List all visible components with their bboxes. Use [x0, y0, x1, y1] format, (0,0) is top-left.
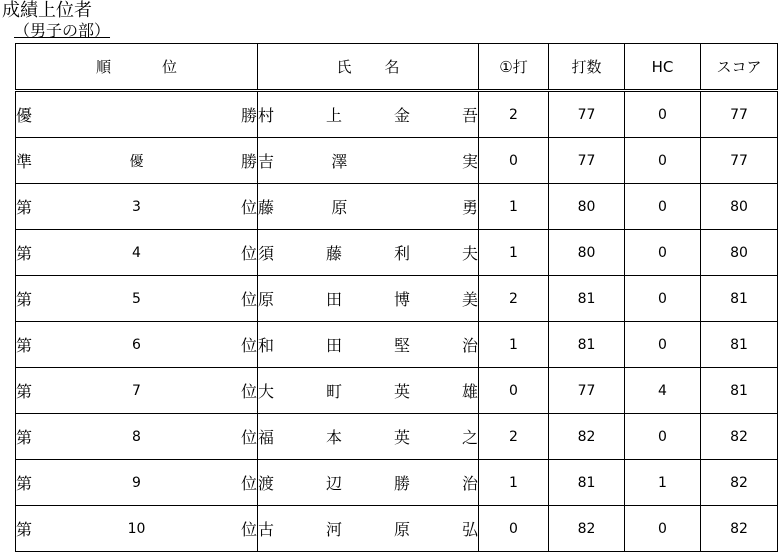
- strokes-cell: 82: [549, 506, 625, 552]
- hc-cell: 0: [625, 322, 701, 368]
- table-row: [16, 91, 778, 138]
- first-hit-cell: 2: [479, 414, 549, 460]
- rank-cell: 準 優 勝: [16, 138, 258, 184]
- table-row: [16, 506, 778, 552]
- name-cell: 和 田 堅 治: [258, 322, 479, 368]
- name-cell: 須 藤 利 夫: [258, 230, 479, 276]
- hc-cell: 0: [625, 230, 701, 276]
- rank-cell: 第 9 位: [16, 460, 258, 506]
- table-row: [16, 230, 778, 276]
- first-hit-cell: 0: [479, 138, 549, 184]
- strokes-cell: 82: [549, 414, 625, 460]
- score-cell: 80: [701, 230, 778, 276]
- score-cell: 81: [701, 322, 778, 368]
- header-name: 氏 名: [258, 44, 479, 91]
- score-cell: 77: [701, 138, 778, 184]
- first-hit-cell: 1: [479, 230, 549, 276]
- first-hit-cell: 1: [479, 322, 549, 368]
- hc-cell: 0: [625, 138, 701, 184]
- score-cell: 77: [701, 91, 778, 138]
- hc-cell: 0: [625, 506, 701, 552]
- name-cell: 大 町 英 雄: [258, 368, 479, 414]
- first-hit-cell: 2: [479, 91, 549, 138]
- hc-cell: 0: [625, 414, 701, 460]
- hc-cell: 0: [625, 91, 701, 138]
- score-cell: 82: [701, 460, 778, 506]
- rank-cell: 第 6 位: [16, 322, 258, 368]
- first-hit-cell: 1: [479, 184, 549, 230]
- table-row: [16, 368, 778, 414]
- header-hc: HC: [625, 44, 701, 91]
- header-rank: 順 位: [16, 44, 258, 91]
- rank-cell: 第 8 位: [16, 414, 258, 460]
- strokes-cell: 77: [549, 91, 625, 138]
- table-row: [16, 414, 778, 460]
- name-cell: 渡 辺 勝 治: [258, 460, 479, 506]
- score-cell: 80: [701, 184, 778, 230]
- name-cell: 藤 原 勇: [258, 184, 479, 230]
- rank-cell: 第 3 位: [16, 184, 258, 230]
- hc-cell: 4: [625, 368, 701, 414]
- score-cell: 81: [701, 368, 778, 414]
- table-row: [16, 322, 778, 368]
- hc-cell: 0: [625, 276, 701, 322]
- table-row: [16, 276, 778, 322]
- rank-cell: 第 4 位: [16, 230, 258, 276]
- header-strokes: 打数: [549, 44, 625, 91]
- rank-cell: 第 5 位: [16, 276, 258, 322]
- first-hit-cell: 2: [479, 276, 549, 322]
- table-row: [16, 460, 778, 506]
- rank-cell: 第 10 位: [16, 506, 258, 552]
- page-subtitle: （男子の部）: [14, 21, 111, 40]
- strokes-cell: 81: [549, 460, 625, 506]
- strokes-cell: 77: [549, 138, 625, 184]
- hc-cell: 1: [625, 460, 701, 506]
- score-cell: 81: [701, 276, 778, 322]
- table-row: [16, 138, 778, 184]
- strokes-cell: 81: [549, 322, 625, 368]
- rank-cell: 第 7 位: [16, 368, 258, 414]
- first-hit-cell: 1: [479, 460, 549, 506]
- strokes-cell: 80: [549, 184, 625, 230]
- score-cell: 82: [701, 506, 778, 552]
- name-cell: 福 本 英 之: [258, 414, 479, 460]
- name-cell: 吉 澤 実: [258, 138, 479, 184]
- header-first-hit: ①打: [479, 44, 549, 91]
- rank-cell: 優 勝: [16, 91, 258, 138]
- strokes-cell: 81: [549, 276, 625, 322]
- header-row: [16, 44, 778, 91]
- name-cell: 古 河 原 弘: [258, 506, 479, 552]
- score-cell: 82: [701, 414, 778, 460]
- hc-cell: 0: [625, 184, 701, 230]
- strokes-cell: 80: [549, 230, 625, 276]
- header-score: スコア: [701, 44, 778, 91]
- name-cell: 村 上 金 吾: [258, 91, 479, 138]
- first-hit-cell: 0: [479, 506, 549, 552]
- first-hit-cell: 0: [479, 368, 549, 414]
- strokes-cell: 77: [549, 368, 625, 414]
- table-row: [16, 184, 778, 230]
- results-table: [15, 43, 778, 552]
- name-cell: 原 田 博 美: [258, 276, 479, 322]
- page-title: 成績上位者: [2, 0, 92, 21]
